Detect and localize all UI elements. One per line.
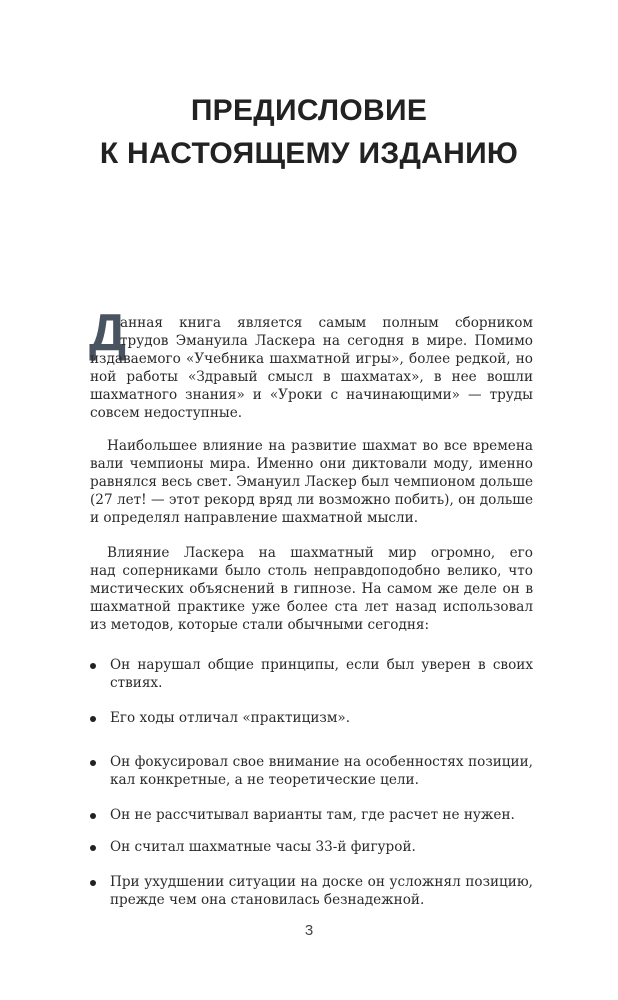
title-line-2: К НАСТОЯЩЕМУ ИЗДАНИЮ — [99, 137, 519, 170]
bullet-icon — [90, 880, 96, 886]
bullet-item-line: Он считал шахматные часы 33-й фигурой. — [110, 839, 416, 855]
paragraph-line: из методов, которые стали обычными сегодня: — [90, 617, 430, 633]
paragraph-line: шахматной практике уже более ста лет назад использовал — [90, 599, 533, 615]
paragraph-line: (27 лет! — этот рекорд вряд ли возможно побить), он дольше — [90, 492, 533, 508]
paragraph-line: равнялся весь свет. Эмануил Ласкер был чемпионом дольше — [90, 474, 533, 490]
paragraph-line: анная книга является самым полным сборником — [120, 315, 533, 331]
bullet-icon — [90, 716, 96, 722]
paragraph-line: и определял направление шахматной мысли. — [90, 510, 419, 526]
bullet-item-line: Его ходы отличал «практицизм». — [110, 710, 351, 726]
bullet-item-line: ствиях. — [110, 675, 163, 691]
paragraph-line: шахматного знания» и «Уроки с начинающими» — труды — [90, 387, 533, 403]
bullet-icon — [90, 663, 96, 669]
bullet-item-line: Он фокусировал свое внимание на особенностях позиции, — [110, 754, 533, 770]
bullet-icon — [90, 813, 96, 819]
bullet-item-line: кал конкретные, а не теоретические цели. — [110, 772, 419, 788]
page-number: 3 — [304, 922, 314, 939]
paragraph-line: Влияние Ласкера на шахматный мир огромно, его — [107, 545, 533, 561]
paragraph-line: ной работы «Здравый смысл в шахматах», в нее вошли — [90, 369, 533, 385]
paragraph-line: издаваемого «Учебника шахматной игры», более редкой, но — [90, 351, 533, 367]
paragraph-line: трудов Эмануила Ласкера на сегодня в мире. Помимо — [120, 333, 533, 349]
drop-cap: Д — [89, 304, 127, 362]
bullet-item-line: прежде чем она становилась безнадежной. — [110, 892, 425, 908]
bullet-icon — [90, 760, 96, 766]
paragraph-line: Наибольшее влияние на развитие шахмат во все времена — [107, 438, 533, 454]
paragraph-line: вали чемпионы мира. Именно они диктовали моду, именно — [90, 456, 533, 472]
bullet-item-line: Он не рассчитывал варианты там, где расчет не нужен. — [110, 807, 515, 823]
paragraph-line: совсем недоступные. — [90, 405, 243, 421]
bullet-item-line: При ухудшении ситуации на доске он усложнял позицию, — [110, 874, 533, 890]
bullet-item-line: Он нарушал общие принципы, если был уверен в своих — [110, 657, 533, 673]
title-line-1: ПРЕДИСЛОВИЕ — [190, 94, 428, 127]
bullet-icon — [90, 845, 96, 851]
paragraph-line: над соперниками было столь неправдоподобно велико, что — [90, 563, 533, 579]
paragraph-line: мистических объяснений в гипнозе. На самом же деле он в — [90, 581, 533, 597]
